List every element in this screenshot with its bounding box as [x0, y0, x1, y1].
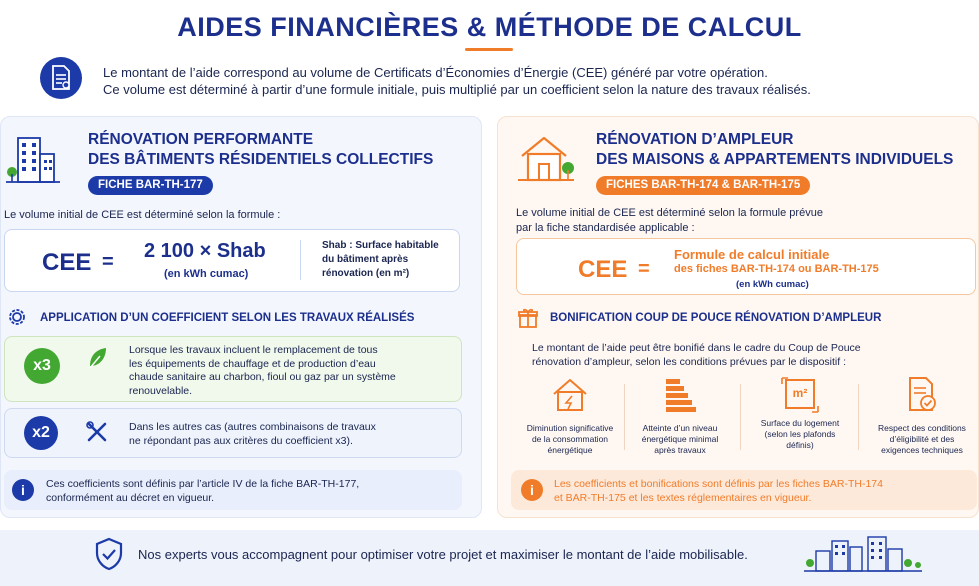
energy-rating-icon [630, 376, 730, 419]
formula-divider [300, 240, 301, 280]
left-formula-intro: Le volume initial de CEE est déterminé selon la formule : [4, 209, 281, 221]
right-info-line-2: et BAR-TH-175 et les textes réglementaires en vigueur. [554, 492, 812, 504]
leaf-icon [86, 346, 108, 375]
gear-icon [6, 306, 28, 333]
checklist-icon [868, 376, 976, 419]
coef-x3-line-4: renouvelable. [129, 384, 193, 397]
left-panel-title [88, 130, 433, 170]
coef-x2-badge: x2 [24, 416, 58, 450]
left-equals-sign: = [102, 251, 114, 273]
condition-eligibility-label [868, 423, 976, 456]
page-title: AIDES FINANCIÈRES & MÉTHODE DE CALCUL [177, 12, 802, 42]
left-formula-note [322, 239, 439, 281]
tools-icon [86, 421, 108, 448]
condition-energy-level-label [630, 423, 730, 456]
city-buildings-icon [804, 533, 924, 578]
left-title-line-1: RÉNOVATION PERFORMANTE [88, 131, 314, 148]
bonus-text [532, 341, 861, 369]
left-info-text [46, 477, 359, 505]
left-cee-label: CEE [42, 249, 92, 276]
condition-4-line-3: exigences techniques [881, 445, 963, 455]
coef-x3-badge: x3 [24, 348, 60, 384]
house-energy-icon [520, 376, 620, 419]
coef-x3-text [129, 344, 396, 398]
intro-line-1: Le montant de l’aide correspond au volume de Certificats d’Économies d’Énergie (CEE) généré par votre opération. [103, 65, 768, 80]
coef-x3-line-2: les équipements de chauffage et de production d’eau [129, 357, 376, 370]
right-panel-title [596, 130, 953, 170]
right-cee-label: CEE [578, 256, 628, 283]
condition-separator [624, 384, 625, 450]
condition-surface [750, 376, 850, 451]
condition-consumption [520, 376, 620, 456]
left-info-line-1: Ces coefficients sont définis par l’article IV de la fiche BAR-TH-177, [46, 478, 360, 490]
shield-check-icon [94, 537, 124, 576]
coef-x2-line-1: Dans les autres cas (autres combinaisons de travaux [129, 421, 376, 433]
coef-x3-line-1: Lorsque les travaux incluent le remplacement de tous [129, 344, 378, 356]
intro-text [103, 64, 963, 98]
right-title-line-1: RÉNOVATION D’AMPLEUR [596, 131, 794, 148]
coef-section-title: APPLICATION D’UN COEFFICIENT SELON LES TRAVAUX RÉALISÉS [40, 312, 415, 324]
bonus-line-1: Le montant de l’aide peut être bonifié dans le cadre du Coup de Pouce [532, 342, 861, 354]
left-formula-unit: (en kWh cumac) [164, 268, 249, 280]
right-formula-intro [516, 206, 823, 236]
coef-x3-line-3: chaude sanitaire au charbon, fioul ou gaz par un système [129, 371, 396, 383]
condition-surface-label [750, 418, 850, 451]
right-info-line-1: Les coefficients et bonifications sont définis par les fiches BAR-TH-174 [554, 478, 883, 490]
right-formula-intro-line-1: Le volume initial de CEE est déterminé selon la formule prévue [516, 207, 823, 219]
condition-separator [858, 384, 859, 450]
condition-1-line-3: énergétique [547, 445, 593, 455]
bonus-section-title: BONIFICATION COUP DE POUCE RÉNOVATION D’AMPLEUR [550, 312, 882, 324]
house-icon [516, 132, 576, 184]
note-line-2: du bâtiment après [322, 254, 409, 265]
left-info-line-2: conformément au décret en vigueur. [46, 492, 215, 504]
info-icon: i [521, 479, 543, 501]
intro-line-2: Ce volume est déterminé à partir d’une formule initiale, puis multiplié par un coefficient selon la nature des travaux réalisés. [103, 82, 811, 97]
left-fiche-badge: FICHE BAR-TH-177 [88, 176, 213, 195]
surface-m2-icon [780, 376, 820, 414]
footer-text: Nos experts vous accompagnent pour optimiser votre projet et maximiser le montant de l’aide mobilisable. [138, 547, 748, 562]
coef-x2-text [129, 420, 376, 448]
m2-icon-label: m² [792, 386, 808, 400]
coef-x2-line-2: ne répondant pas aux critères du coefficient x3). [129, 435, 353, 447]
condition-2-line-1: Atteinte d’un niveau [642, 423, 718, 433]
condition-3-line-3: définis) [786, 440, 814, 450]
condition-4-line-2: d’éligibilité et des [889, 434, 955, 444]
condition-eligibility [868, 376, 976, 456]
condition-1-line-1: Diminution significative [526, 423, 614, 433]
right-fiche-badge: FICHES BAR-TH-174 & BAR-TH-175 [596, 176, 810, 195]
apartment-building-icon [4, 134, 62, 184]
condition-3-line-2: (selon les plafonds [764, 429, 836, 439]
condition-energy-level [630, 376, 730, 456]
condition-2-line-3: après travaux [654, 445, 706, 455]
left-title-line-2: DES BÂTIMENTS RÉSIDENTIELS COLLECTIFS [88, 151, 434, 168]
condition-separator [740, 384, 741, 450]
right-formula-line-2: des fiches BAR-TH-174 ou BAR-TH-175 [674, 263, 879, 275]
left-formula-expression: 2 100 × Shab [144, 240, 266, 262]
condition-4-line-1: Respect des conditions [878, 423, 966, 433]
right-formula-intro-line-2: par la fiche standardisée applicable : [516, 222, 695, 234]
right-title-line-2: DES MAISONS & APPARTEMENTS INDIVIDUELS [596, 151, 954, 168]
right-info-text [554, 477, 883, 505]
note-line-3: rénovation (en m²) [322, 268, 410, 279]
bonus-line-2: rénovation d’ampleur, selon les conditions prévues par le dispositif : [532, 356, 847, 368]
right-formula-line-1: Formule de calcul initiale [674, 247, 830, 262]
condition-1-line-2: de la consommation [531, 434, 609, 444]
document-icon [40, 57, 82, 99]
info-icon: i [12, 479, 34, 501]
condition-consumption-label [520, 423, 620, 456]
right-equals-sign: = [638, 258, 650, 280]
title-underline [465, 48, 513, 51]
right-formula-unit: (en kWh cumac) [736, 279, 809, 290]
note-line-1: Shab : Surface habitable [322, 240, 439, 251]
condition-3-line-1: Surface du logement [760, 418, 840, 428]
gift-icon [517, 307, 539, 334]
condition-2-line-2: énergétique minimal [641, 434, 719, 444]
